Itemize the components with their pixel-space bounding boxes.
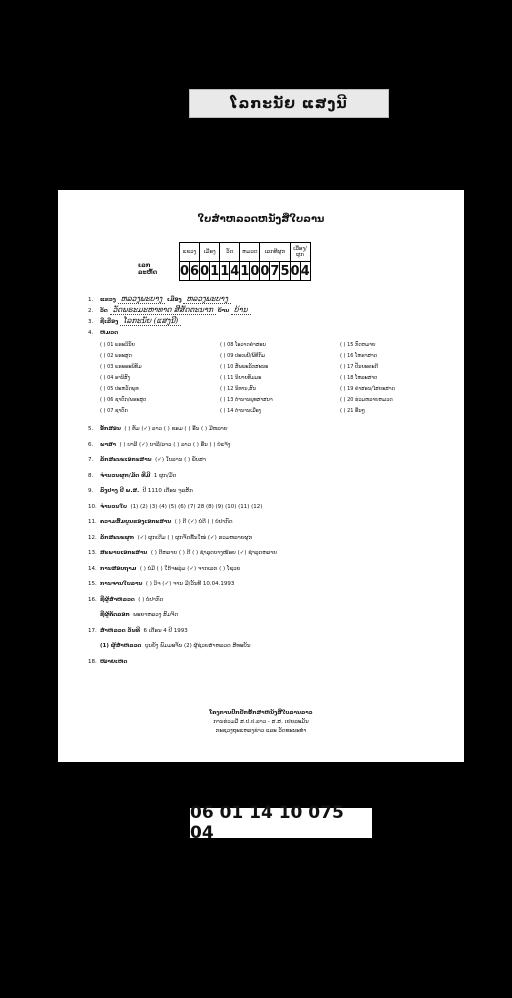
category-option: ( ) 09 ປະເພນີ/ພິທີກັມ bbox=[220, 353, 266, 359]
form-row: 8. ຈຳນວນຜູກ/ມັດ ທີ່ມີ 1 ຜູກ/ມັດ bbox=[88, 472, 177, 479]
id-label: ເລກລະຫັດ bbox=[138, 262, 158, 276]
id-header: ເລື່ອງ/ຜູກ bbox=[290, 243, 310, 262]
category-option: ( ) 07 ຊາດົກ bbox=[100, 408, 128, 414]
form-row: 15. ການຈານໃບລານ ( ) ວິຈ (✓) ຈານ ມີ/ວັນທີ 10.04.1993 bbox=[88, 581, 235, 587]
id-header: ແຂວງ bbox=[180, 243, 200, 262]
form-row: 12. ລັກສະນະຜູກ (✓) ຜູກເດີມ ( ) ຜູກຈັດຂື້ນໃໝ່ (✓) ຮວມຫລາຍຜູກ bbox=[88, 534, 253, 541]
form-row: 18. ໝາຍເຫດ bbox=[88, 658, 128, 665]
id-header: ຫມວດ bbox=[240, 243, 260, 262]
form-field: 2. ວັດ ວັດພຣະມະຫາທາດ ສີສັດຕະນາກ ບ້ານ ບ້ານ bbox=[88, 305, 251, 314]
form-row: 13. ສະພາບເອກະສານ ( ) ດີຫລາຍ ( ) ດີ ( ) ຊຳລຸດບາງໜ້ອຍ (✓) ຊຳລຸດຫລາຍ bbox=[88, 550, 278, 556]
form-row: 5. ອັກສອນ ( ) ທັມ (✓) ລາວ ( ) ຂອມ ( ) ອື່ນ ( ) ມີຫລາຍ bbox=[88, 426, 228, 432]
id-digit: 0 bbox=[200, 263, 210, 279]
form-row: 9. ລົງປາງ ປີ ພ.ສ. ປີ 1110 ເດືອນ ຈຸລສັກ bbox=[88, 488, 193, 494]
category-option: ( ) 02 ພຣະສູດ bbox=[100, 353, 132, 359]
form-field: 1. ແຂວງ ຫລວງພະບາງ ເມືອງ ຫລວງພະບາງ bbox=[88, 294, 231, 303]
footer-line: ການຮ່ວມມື ສ.ປ.ປ.ລາວ - ສ.ສ. ເຢຍລະມັນ bbox=[213, 719, 309, 725]
title-label: ໂລກະນັຍ ແສງນີ bbox=[189, 89, 389, 118]
category-option: ( ) 18 ໂຫລະສາດ bbox=[340, 375, 378, 381]
category-option: ( ) 12 ນິທານ,ສົນ bbox=[220, 386, 256, 392]
category-option: ( ) 16 ໂຫຣາສາດ bbox=[340, 353, 378, 359]
form-row: ຊື່ຜູ້ຄັດລອກ ພະຍາຫລວງ ສົມຈິດ bbox=[100, 612, 179, 618]
id-digit: 4 bbox=[300, 263, 310, 279]
category-option: ( ) 08 ໂອວາດຄຳສອນ bbox=[220, 342, 266, 348]
category-option: ( ) 05 ປະຫວັດພຸທ bbox=[100, 386, 139, 392]
id-digit: 0 bbox=[250, 263, 260, 279]
id-digit: 4 bbox=[230, 263, 240, 279]
form-row: 11. ຄວາມສົມບູນຂອງເອກະສານ ( ) ດີ (✓) ບໍ່ດີ ( ) ບໍ່ປາກົດ bbox=[88, 519, 233, 525]
id-digit: 1 bbox=[210, 263, 220, 279]
form-row: 17. ສຳຫລວດ ວັນທີ 6 ເດືອນ 4 ປີ 1993 bbox=[88, 627, 188, 634]
category-option: ( ) 10 ສັພພະລັກສະນະ bbox=[220, 364, 269, 370]
category-option: ( ) 01 ພຣະວິນັຍ bbox=[100, 342, 135, 348]
id-digit: 0 bbox=[180, 263, 190, 279]
category-option: ( ) 11 ນິຍາຍທັມມະ bbox=[220, 375, 262, 381]
category-option: ( ) 19 ຄຳສອນ/ໄສຍະສາດ bbox=[340, 386, 395, 392]
survey-form bbox=[58, 190, 464, 762]
footer-line: ໂຄງການປົກປັກຮັກສາຫນັງສືໃບລານລາວ bbox=[209, 710, 313, 716]
id-digit: 6 bbox=[190, 263, 200, 279]
category-option: ( ) 13 ຕຳນານພຸທສາສນາ bbox=[220, 397, 273, 403]
category-option: ( ) 17 ປັນຍະຄະດີ bbox=[340, 364, 378, 370]
footer-line: ກະຊວງຖະແຫລງຂ່າວ ແລະ ວັດທະນະທຳ bbox=[215, 728, 307, 734]
category-label: 4. ຫມວດ bbox=[88, 330, 119, 336]
form-row: 7. ລັກສະນະເອກະສານ (✓) ໃບລານ ( ) ພັບສາ bbox=[88, 457, 206, 463]
form-title: ໃບສຳຫລວດຫນັງສືໃບລານ bbox=[197, 214, 325, 225]
category-option: ( ) 03 ພຣະອະພິທັມ bbox=[100, 364, 142, 370]
category-option: ( ) 14 ຕຳນານເມືອງ bbox=[220, 408, 262, 414]
form-row: 10. ຈຳນວນໃບ (1) (2) (3) (4) (5) (6) (7) 28 (8) (9) (10) (11) (12) bbox=[88, 503, 263, 510]
id-header: ເລກທີຜູກ bbox=[260, 243, 290, 262]
id-digit: 7 bbox=[270, 263, 280, 279]
form-field: 3. ຊື່ເລື່ອງ ໂລກະນັຍ (ແສງນີ) bbox=[88, 316, 181, 325]
code-label: 06 01 14 10 075 04 bbox=[190, 808, 372, 838]
category-option: ( ) 06 ຊາດົກ/ພຣະສູດ bbox=[100, 397, 147, 403]
category-option: ( ) 21 ອື່ນໆ bbox=[340, 408, 365, 414]
category-option: ( ) 04 ອານິສົງ bbox=[100, 375, 131, 381]
form-row: 16. ຊື່ຜູ້ສຳຫລວດ ( ) ບໍ່ປາກົດ bbox=[88, 596, 164, 603]
id-header: ວັດ bbox=[220, 243, 240, 262]
id-digit: 5 bbox=[280, 263, 290, 279]
form-row: 14. ການສອບຖາມ ( ) ບໍ່ມີ ( ) ໃກ້ຈະລຸ່ມ (✓) ຈາກເລກ ( ) ໂຊວຍ bbox=[88, 565, 241, 572]
category-option: ( ) 15 ກົດຫມາຍ bbox=[340, 342, 376, 348]
id-digit: 0 bbox=[260, 263, 270, 279]
form-row: 6. ພາສາ ( ) ບາລີ (✓) ບາລີ/ລາວ ( ) ລາວ ( ) ອື່ນ ( ) ບໍ່ແຈ້ງ bbox=[88, 441, 231, 448]
id-digit: 1 bbox=[220, 263, 230, 279]
id-header: ເມືອງ bbox=[200, 243, 220, 262]
form-row: (1) ຜູ້ສຳຫລວດ ບຸນຍັງ ພົມມະຈັນ (2) ຜູ້ຊ່ວຍສຳຫລວດ ສີທະບັນ bbox=[100, 643, 251, 649]
category-option: ( ) 20 ຮ່ວມຫລາຍຫມວດ bbox=[340, 397, 393, 403]
id-digit: 1 bbox=[240, 263, 250, 279]
id-digit: 0 bbox=[290, 263, 300, 279]
id-table bbox=[179, 242, 311, 281]
